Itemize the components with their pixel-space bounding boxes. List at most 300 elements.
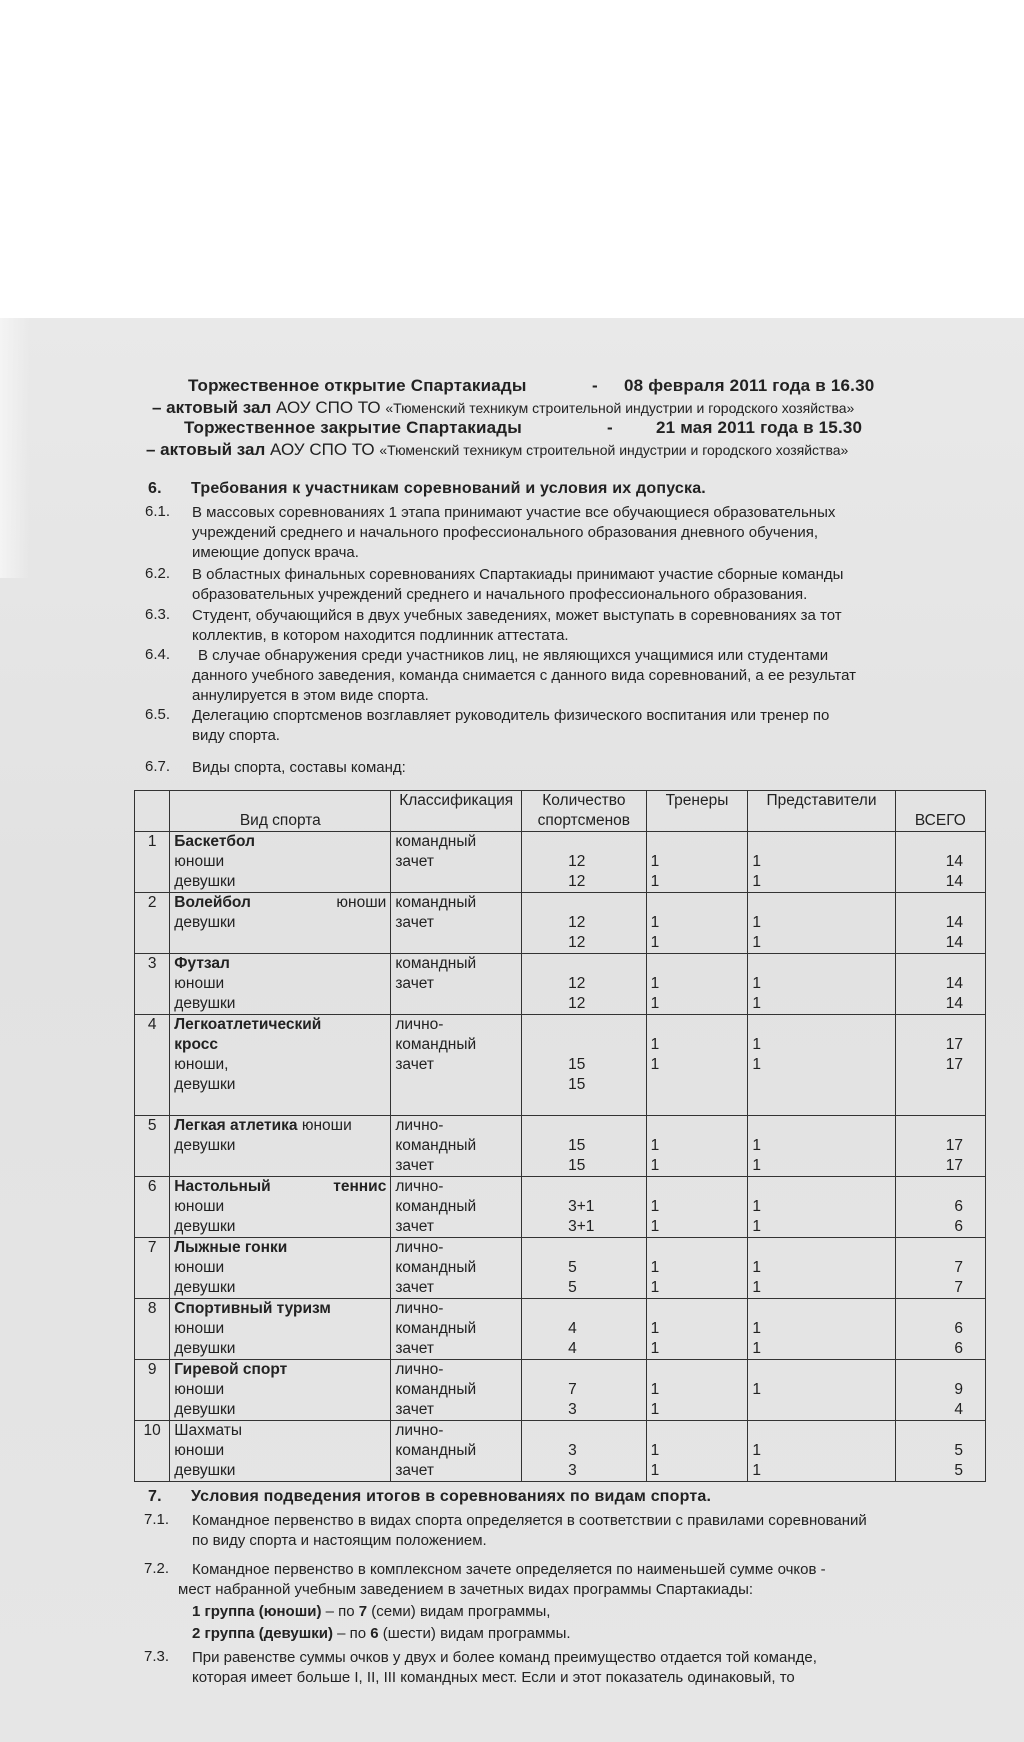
row-number-cell [135, 1116, 170, 1177]
cell-line [752, 1299, 890, 1319]
sport-cell [170, 1116, 391, 1177]
section6-title: Требования к участникам соревнований и условия их допуска. [191, 480, 706, 497]
table-row [135, 1238, 986, 1299]
cell-line: 5 [568, 1259, 577, 1276]
header-cell-sport [170, 791, 391, 832]
cell-line [900, 1116, 981, 1136]
row-number-cell [135, 1238, 170, 1299]
opening-place-dash: – актовый зал [152, 398, 272, 417]
count-cell [522, 893, 647, 954]
cell-line: 1 [650, 1401, 660, 1418]
sport-name: Гиревой спорт [174, 1361, 288, 1378]
cell-line [900, 1075, 981, 1095]
text-line: Студент, обучающийся в двух учебных заведениях, может выступать в соревнованиях за тот [192, 607, 842, 624]
table-row [135, 954, 986, 1015]
cell-line [651, 954, 744, 974]
cell-line: 7 [954, 1279, 963, 1296]
cell-line: 1 [650, 1462, 660, 1479]
group-2-line [192, 1624, 571, 1644]
cell-line: 17 [945, 1157, 963, 1174]
sport-subline: юноши [174, 1198, 225, 1215]
cell-line: 1 [752, 1056, 761, 1073]
opening-place-full: «Тюменский техникум строительной индустрии и городского хозяйства» [385, 400, 855, 416]
sport-line [174, 893, 386, 913]
header-reps: Представители [766, 792, 877, 809]
sport-subline: юноши [174, 1320, 225, 1337]
sport-subline: юноши [174, 1381, 225, 1398]
closing-place-full: «Тюменский техникум строительной индустрии и городского хозяйства» [379, 442, 849, 458]
cell-line [526, 1177, 642, 1197]
cell-line: лично- [395, 1117, 444, 1134]
cell-line [752, 1075, 890, 1095]
scan-edge [0, 318, 30, 578]
row-number: 1 [147, 833, 157, 850]
table-row [135, 1116, 986, 1177]
classification-cell [391, 1299, 522, 1360]
coaches-cell [646, 1299, 748, 1360]
cell-line [900, 1095, 981, 1115]
cell-line: 1 [752, 1381, 761, 1398]
cell-line: 3 [568, 1401, 577, 1418]
total-cell [895, 1177, 985, 1238]
cell-line [651, 1075, 744, 1095]
group-2-text-a: – по [332, 1625, 371, 1642]
cell-line: лично- [395, 1016, 444, 1033]
coaches-cell [646, 954, 748, 1015]
cell-line: 12 [568, 995, 586, 1012]
sport-cell [170, 1421, 391, 1482]
cell-line [752, 1360, 890, 1380]
cell-line: командный [395, 1036, 477, 1053]
cell-line [752, 1095, 890, 1115]
cell-line: командный [395, 1198, 477, 1215]
cell-line [651, 1095, 744, 1115]
cell-line: 1 [752, 1036, 761, 1053]
table-row [135, 1177, 986, 1238]
sport-subline [174, 1095, 386, 1115]
text-line: При равенстве суммы очков у двух и более команд преимущество отдается той команде, [192, 1649, 817, 1666]
item-6-2-number: 6.2. [145, 565, 171, 582]
cell-line [651, 893, 744, 913]
cell-line [651, 832, 744, 852]
reps-cell [748, 1421, 895, 1482]
text-line: Делегацию спортсменов возглавляет руководитель физического воспитания или тренер по [192, 707, 830, 724]
header-coaches: Тренеры [665, 792, 729, 809]
sport-cell [170, 1299, 391, 1360]
sport-name: Футзал [174, 955, 230, 972]
item-6-4-number: 6.4. [145, 646, 171, 663]
cell-line [900, 1015, 981, 1035]
group-1-text-a: – по [321, 1603, 359, 1620]
opening-place [152, 398, 854, 418]
item-6-3-text [192, 606, 976, 646]
cell-line: командный [395, 1442, 477, 1459]
group-2-label: 2 группа (девушки) [192, 1625, 333, 1642]
sports-table [134, 790, 986, 1482]
cell-line [526, 1095, 642, 1115]
cell-line: 3 [568, 1462, 577, 1479]
closing-date: 21 мая 2011 года в 15.30 [656, 418, 863, 437]
total-cell [895, 1238, 985, 1299]
cell-line: зачет [395, 914, 434, 931]
sport-name: Легкоатлетический [174, 1016, 322, 1033]
cell-line [651, 1177, 744, 1197]
cell-line: 7 [954, 1259, 963, 1276]
cell-line: 12 [568, 873, 586, 890]
row-number: 9 [147, 1361, 157, 1378]
row-number-cell [135, 1177, 170, 1238]
text-line: виду спорта. [192, 727, 280, 744]
header-total: ВСЕГО [914, 812, 966, 829]
cell-line: 12 [568, 914, 586, 931]
sport-subline: девушки [174, 1137, 236, 1154]
text-line: Командное первенство в видах спорта определяется в соответствии с правилами соревнований [192, 1512, 867, 1529]
row-number-cell [135, 893, 170, 954]
cell-line: 1 [752, 1218, 761, 1235]
text-line: Командное первенство в комплексном зачете определяется по наименьшей сумме очков - [192, 1561, 826, 1578]
coaches-cell [646, 1238, 748, 1299]
header-cell-total [895, 791, 985, 832]
cell-line: 6 [954, 1198, 963, 1215]
table-row [135, 1299, 986, 1360]
cell-line: зачет [395, 975, 434, 992]
group-1-label: 1 группа (юноши) [192, 1603, 322, 1620]
cell-line: 1 [752, 975, 761, 992]
header-count-line2: спортсменов [537, 812, 631, 829]
sport-gender: юноши [297, 1117, 352, 1134]
cell-line [752, 832, 890, 852]
cell-line: командный [395, 1259, 477, 1276]
cell-line [900, 1238, 981, 1258]
text-line: аннулируется в этом виде спорта. [192, 687, 429, 704]
cell-line [651, 1299, 744, 1319]
sport-name: Баскетбол [174, 833, 255, 850]
count-cell [522, 1299, 647, 1360]
cell-line: зачет [395, 1340, 434, 1357]
text-line: В областных финальных соревнованиях Спартакиады принимают участие сборные команды [192, 566, 844, 583]
text-line: В случае обнаружения среди участников лиц, не являющихся учащимися или студентами [198, 647, 829, 664]
sport-cell [170, 1177, 391, 1238]
item-6-5-text [192, 706, 976, 746]
cell-line: 1 [752, 1320, 761, 1337]
opening-title: Торжественное открытие Спартакиады [188, 376, 527, 395]
row-number: 10 [143, 1422, 161, 1439]
cell-line [395, 994, 517, 1014]
sport-subline: девушки [174, 1279, 236, 1296]
reps-cell [748, 1299, 895, 1360]
item-7-3-number: 7.3. [144, 1648, 170, 1665]
sport-name: Лыжные гонки [174, 1239, 288, 1256]
cell-line [395, 872, 517, 892]
cell-line: 12 [568, 853, 586, 870]
sport-subline: юноши [174, 1442, 225, 1459]
item-6-5-number: 6.5. [145, 706, 171, 723]
cell-line [526, 1360, 642, 1380]
sport-subline: юноши, [174, 1056, 229, 1073]
cell-line: командный [395, 833, 477, 850]
row-number: 2 [147, 894, 157, 911]
coaches-cell [646, 1360, 748, 1421]
coaches-cell [646, 1116, 748, 1177]
classification-cell [391, 1238, 522, 1299]
item-7-2-number: 7.2. [144, 1560, 170, 1577]
cell-line: зачет [395, 1157, 434, 1174]
count-cell [522, 1238, 647, 1299]
row-number-cell [135, 1421, 170, 1482]
count-cell [522, 1177, 647, 1238]
item-7-2-text [178, 1560, 826, 1600]
header-count-line1: Количество [542, 792, 626, 809]
closing-place [146, 440, 848, 460]
reps-cell [748, 1238, 895, 1299]
reps-cell [748, 954, 895, 1015]
reps-cell [748, 1015, 895, 1116]
count-cell [522, 1360, 647, 1421]
cell-line [526, 1299, 642, 1319]
cell-line: 1 [752, 1462, 761, 1479]
sport-subline: девушки [174, 1076, 236, 1093]
opening-dash: - [592, 376, 598, 395]
row-number: 5 [147, 1117, 157, 1134]
closing-place-org: АОУ СПО ТО [269, 440, 375, 459]
cell-line [651, 1238, 744, 1258]
cell-line [752, 954, 890, 974]
cell-line: командный [395, 955, 477, 972]
item-7-1-number: 7.1. [144, 1511, 170, 1528]
cell-line: 15 [568, 1137, 586, 1154]
cell-line: 1 [650, 1259, 660, 1276]
row-number-cell [135, 1360, 170, 1421]
cell-line: 9 [954, 1381, 963, 1398]
cell-line: 7 [568, 1381, 577, 1398]
row-number: 8 [147, 1300, 157, 1317]
cell-line [752, 1116, 890, 1136]
cell-line [526, 832, 642, 852]
text-line: данного учебного заведения, команда снимается с данного вида соревнований, а ее результат [192, 667, 857, 684]
classification-cell [391, 1360, 522, 1421]
table-row [135, 893, 986, 954]
classification-cell [391, 1116, 522, 1177]
count-cell [522, 1421, 647, 1482]
cell-line: 12 [568, 934, 586, 951]
sport-cell [170, 1238, 391, 1299]
cell-line: 1 [650, 1381, 660, 1398]
section7-number: 7. [148, 1488, 162, 1505]
classification-cell [391, 1015, 522, 1116]
cell-line: 6 [954, 1320, 963, 1337]
cell-line: 1 [650, 934, 660, 951]
coaches-cell [646, 1015, 748, 1116]
sport-name: Настольный [174, 1178, 271, 1195]
sport-subline: девушки [174, 1462, 236, 1479]
cell-line [651, 1116, 744, 1136]
group-2-text-b: (шести) видам программы. [378, 1625, 571, 1642]
total-cell [895, 893, 985, 954]
sport-subline: юноши [174, 853, 225, 870]
cell-line: 15 [568, 1076, 586, 1093]
row-number-cell [135, 1015, 170, 1116]
cell-line: 1 [650, 1056, 660, 1073]
row-number: 3 [147, 955, 157, 972]
cell-line: 1 [752, 1259, 761, 1276]
reps-cell [748, 893, 895, 954]
cell-line [900, 1360, 981, 1380]
sport-cell [170, 832, 391, 893]
header-sport: Вид спорта [239, 812, 321, 829]
cell-line: 4 [568, 1320, 577, 1337]
cell-line: 5 [954, 1462, 963, 1479]
classification-cell [391, 1421, 522, 1482]
section7-title: Условия подведения итогов в соревнованиях по видам спорта. [191, 1488, 712, 1505]
cell-line: 1 [752, 1198, 761, 1215]
sport-subline: юноши [174, 1259, 225, 1276]
total-cell [895, 1421, 985, 1482]
cell-line: 14 [945, 914, 963, 931]
row-number: 7 [147, 1239, 157, 1256]
cell-line: 12 [568, 975, 586, 992]
table-row [135, 1360, 986, 1421]
cell-line: 14 [945, 975, 963, 992]
cell-line: 1 [650, 1279, 660, 1296]
cell-line: 1 [752, 1442, 761, 1459]
cell-line: 4 [954, 1401, 963, 1418]
cell-line: 17 [945, 1036, 963, 1053]
total-cell [895, 1360, 985, 1421]
item-6-2-text [192, 565, 976, 605]
sport-cell [170, 1360, 391, 1421]
header-cell-num [135, 791, 170, 832]
sport-name-part: теннис [333, 1178, 387, 1195]
sport-line [174, 1177, 386, 1197]
sport-cell [170, 1015, 391, 1116]
cell-line: 17 [945, 1137, 963, 1154]
cell-line: 1 [752, 1340, 761, 1357]
total-cell [895, 832, 985, 893]
item-6-7-text: Виды спорта, составы команд: [192, 759, 406, 776]
item-6-4-text [192, 646, 976, 706]
reps-cell [748, 1116, 895, 1177]
classification-cell [391, 893, 522, 954]
item-6-7-number: 6.7. [145, 758, 171, 775]
header-cell-count [522, 791, 647, 832]
cell-line [526, 954, 642, 974]
header-cell-classification [391, 791, 522, 832]
cell-line: 1 [650, 975, 660, 992]
cell-line: 1 [650, 1157, 660, 1174]
cell-line: 1 [650, 1137, 660, 1154]
cell-line [526, 1116, 642, 1136]
classification-cell [391, 1177, 522, 1238]
cell-line: командный [395, 1320, 477, 1337]
cell-line [752, 1238, 890, 1258]
row-number-cell [135, 1299, 170, 1360]
cell-line [900, 954, 981, 974]
cell-line: 3+1 [568, 1198, 595, 1215]
cell-line [900, 1421, 981, 1441]
sport-cell [170, 954, 391, 1015]
text-line: имеющие допуск врача. [192, 544, 359, 561]
cell-line [395, 1095, 517, 1115]
cell-line [651, 1421, 744, 1441]
row-number: 6 [147, 1178, 157, 1195]
sport-name: Спортивный туризм [174, 1300, 331, 1317]
reps-cell [748, 1360, 895, 1421]
cell-line: 1 [650, 1218, 660, 1235]
cell-line [526, 893, 642, 913]
reps-cell [748, 1177, 895, 1238]
sport-subline [174, 933, 386, 953]
cell-line: лично- [395, 1361, 444, 1378]
cell-line: 4 [568, 1340, 577, 1357]
group-1-text-b: (семи) видам программы, [367, 1603, 551, 1620]
count-cell [522, 954, 647, 1015]
text-line: образовательных учреждений среднего и начального профессионального образования. [192, 586, 808, 603]
cell-line [752, 1015, 890, 1035]
group-1-line [192, 1602, 550, 1622]
classification-cell [391, 954, 522, 1015]
table-row [135, 1421, 986, 1482]
cell-line: 1 [650, 1320, 660, 1337]
item-6-1-text [192, 503, 976, 563]
coaches-cell [646, 832, 748, 893]
cell-line: 1 [650, 1340, 660, 1357]
cell-line [900, 1177, 981, 1197]
cell-line [651, 1360, 744, 1380]
cell-line: командный [395, 1137, 477, 1154]
sport-subline: девушки [174, 995, 236, 1012]
cell-line: зачет [395, 1401, 434, 1418]
cell-line: командный [395, 894, 477, 911]
cell-line: 14 [945, 995, 963, 1012]
cell-line: 3 [568, 1442, 577, 1459]
table-row [135, 832, 986, 893]
sport-subline: девушки [174, 1218, 236, 1235]
row-number-cell [135, 954, 170, 1015]
cell-line [752, 1421, 890, 1441]
cell-line: зачет [395, 1056, 434, 1073]
cell-line [526, 1015, 642, 1035]
cell-line: командный [395, 1381, 477, 1398]
classification-cell [391, 832, 522, 893]
cell-line: 14 [945, 934, 963, 951]
total-cell [895, 1015, 985, 1116]
header-cell-coaches [646, 791, 748, 832]
cell-line: 6 [954, 1218, 963, 1235]
cell-line: 1 [650, 914, 660, 931]
sport-subline: юноши [174, 975, 225, 992]
closing-title: Торжественное закрытие Спартакиады [184, 418, 522, 437]
cell-line: 1 [752, 1137, 761, 1154]
cell-line [752, 893, 890, 913]
coaches-cell [646, 1177, 748, 1238]
cell-line [752, 1177, 890, 1197]
coaches-cell [646, 893, 748, 954]
cell-line: зачет [395, 1218, 434, 1235]
cell-line [752, 1400, 890, 1420]
cell-line: 15 [568, 1056, 586, 1073]
cell-line [395, 933, 517, 953]
cell-line: 3+1 [568, 1218, 595, 1235]
sport-subline [174, 1156, 386, 1176]
sport-subline: девушки [174, 873, 236, 890]
item-6-3-number: 6.3. [145, 606, 171, 623]
sport-cell [170, 893, 391, 954]
cell-line: 1 [752, 995, 761, 1012]
cell-line [526, 1035, 642, 1055]
cell-line: 15 [568, 1157, 586, 1174]
total-cell [895, 1299, 985, 1360]
cell-line: 1 [650, 1442, 660, 1459]
